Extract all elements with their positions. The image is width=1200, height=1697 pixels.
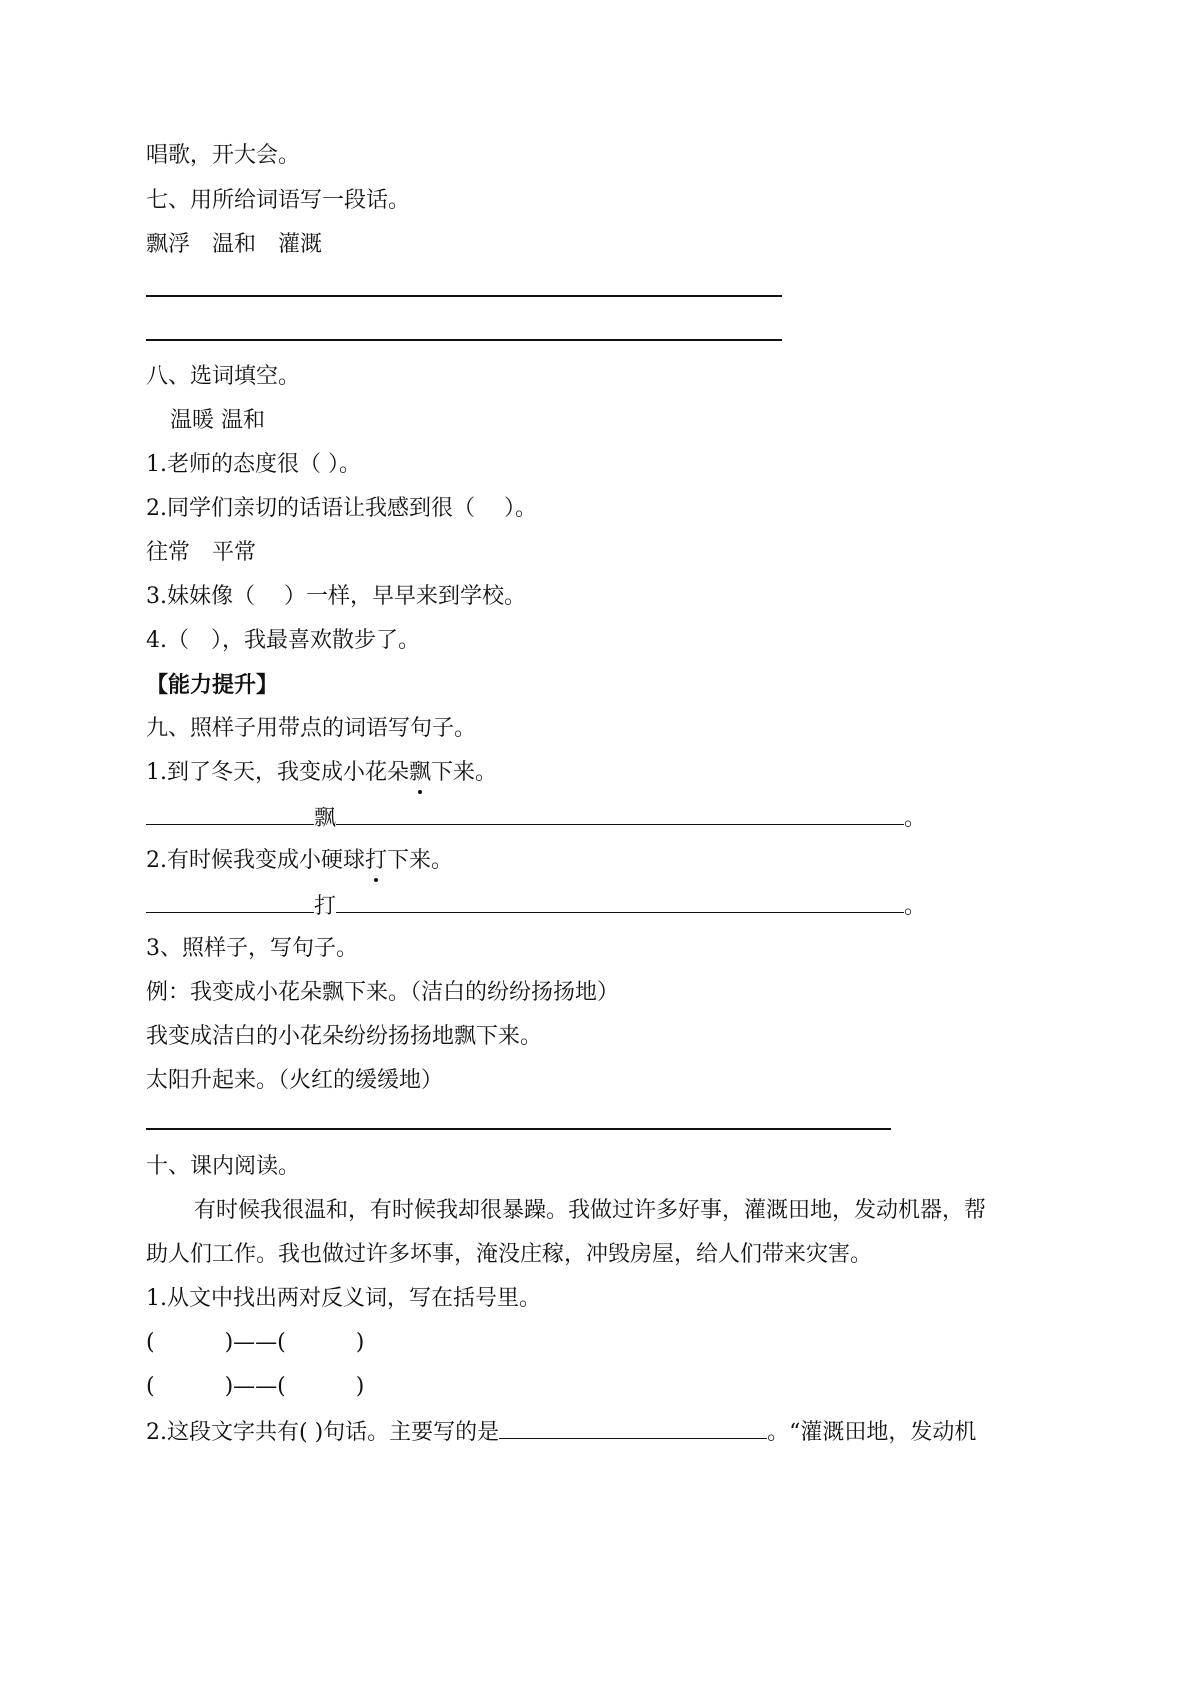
question	[146, 1416, 976, 1446]
period: 。	[904, 894, 927, 919]
section-7-title: 七、用所给词语写一段话。	[146, 188, 411, 213]
question: 1.老师的态度很（ ）。	[146, 452, 361, 477]
bracket: (	[146, 1374, 155, 1399]
antonym-pair	[146, 1328, 364, 1358]
question: 3、照样子，写句子。	[146, 936, 358, 961]
question: 2.同学们亲切的话语让我感到很（ ）。	[146, 496, 537, 521]
example-answer: 我变成洁白的小花朵纷纷扬扬地飘下来。	[146, 1024, 543, 1049]
period: 。	[904, 806, 927, 831]
question	[146, 758, 497, 788]
answer-line[interactable]	[146, 339, 782, 341]
question: 4.（ ），我最喜欢散步了。	[146, 628, 420, 653]
ability-header: 【能力提升】	[146, 672, 279, 698]
answer-row	[146, 802, 926, 832]
bracket: )	[355, 1374, 365, 1399]
question: 1.从文中找出两对反义词，写在括号里。	[146, 1286, 541, 1311]
question-text: 下来。	[431, 760, 498, 785]
dotted-word: 飘	[409, 758, 431, 788]
question-text: 2.这段文字共有( )句话。主要写的是	[146, 1420, 500, 1445]
blank[interactable]	[336, 890, 904, 913]
section-10-title: 十、课内阅读。	[146, 1154, 301, 1179]
question-text: 下来。	[387, 848, 454, 873]
bracket: (	[146, 1330, 155, 1355]
passage-line: 助人们工作。我也做过许多坏事，淹没庄稼，冲毁房屋，给人们带来灾害。	[146, 1242, 873, 1267]
example: 例：我变成小花朵飘下来。（洁白的纷纷扬扬地）	[146, 980, 620, 1005]
bracket: )——(	[224, 1330, 286, 1355]
question	[146, 846, 453, 876]
section-9-title: 九、照样子用带点的词语写句子。	[146, 716, 477, 741]
section-7-words: 飘浮 温和 灌溉	[146, 232, 323, 257]
key-word: 打	[314, 894, 337, 919]
word-choices: 温暖 温和	[170, 408, 265, 433]
bracket: )	[355, 1330, 365, 1355]
word-choices: 往常 平常	[146, 540, 257, 565]
answer-line[interactable]	[146, 1128, 891, 1130]
section-8-title: 八、选词填空。	[146, 364, 301, 389]
text-line: 唱歌，开大会。	[146, 143, 301, 168]
question-text: 1.到了冬天，我变成小花朵	[146, 760, 409, 785]
bracket: )——(	[224, 1374, 286, 1399]
task: 太阳升起来。（火红的缓缓地）	[146, 1068, 444, 1093]
question-text: 2.有时候我变成小硬球	[146, 848, 365, 873]
key-word: 飘	[314, 806, 337, 831]
answer-line[interactable]	[146, 295, 782, 297]
blank[interactable]	[499, 1416, 767, 1439]
blank[interactable]	[146, 890, 314, 913]
answer-row	[146, 890, 926, 920]
dotted-word: 打	[365, 846, 387, 876]
antonym-pair	[146, 1372, 364, 1402]
passage-line: 有时候我很温和，有时候我却很暴躁。我做过许多好事，灌溉田地，发动机器，帮	[194, 1198, 987, 1223]
blank[interactable]	[336, 802, 904, 825]
blank[interactable]	[146, 802, 314, 825]
question-text: 。“灌溉田地，发动机	[767, 1420, 977, 1445]
question: 3.妹妹像（ ）一样，早早来到学校。	[146, 584, 526, 609]
